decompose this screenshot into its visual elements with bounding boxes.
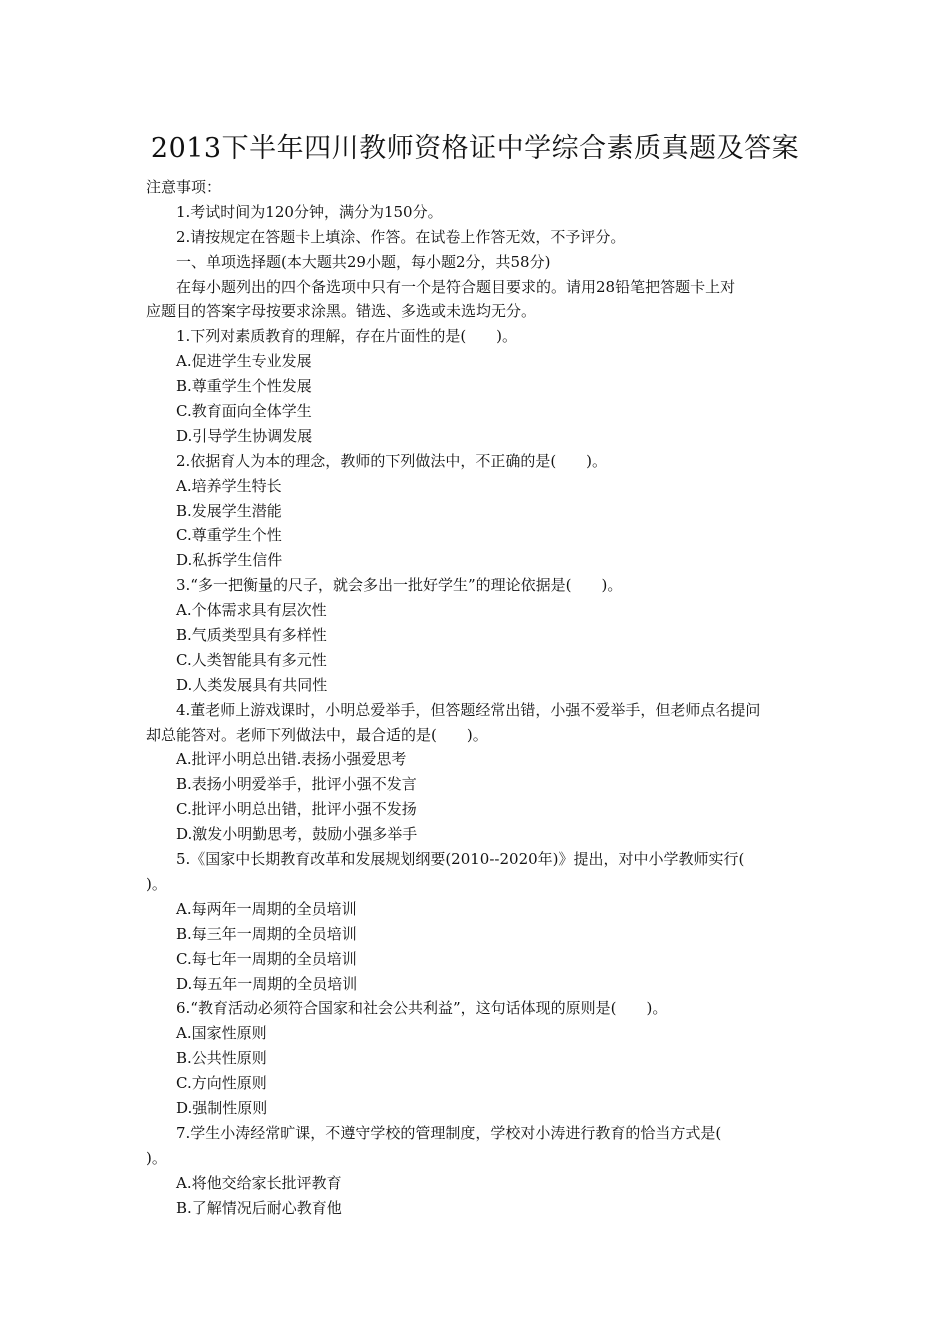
question-stem: 2.依据育人为本的理念，教师的下列做法中，不正确的是( )。 [176,451,608,470]
answer-option: B.每三年一周期的全员培训 [176,924,357,943]
answer-option: C.每七年一周期的全员培训 [176,949,357,968]
answer-option: C.方向性原则 [176,1074,267,1093]
question-3 [146,573,810,697]
question-4 [146,698,810,847]
answer-option: A.每两年一周期的全员培训 [176,899,357,918]
answer-option: A.将他交给家长批评教育 [176,1173,342,1192]
answer-option: A.国家性原则 [176,1024,267,1043]
page-title: 2013下半年四川教师资格证中学综合素质真题及答案 [150,133,800,164]
answer-option: C.教育面向全体学生 [176,402,312,421]
answer-option: A.促进学生专业发展 [176,352,312,371]
answer-option: B.气质类型具有多样性 [176,626,327,645]
answer-option: D.人类发展具有共同性 [176,675,328,694]
answer-option: B.发展学生潜能 [176,501,282,520]
question-stem: 5.《国家中长期教育改革和发展规划纲要(2010--2020年)》提出，对中小学教师实行( [176,850,745,869]
question-6 [146,996,810,1120]
question-stem: 7.学生小涛经常旷课，不遵守学校的管理制度，学校对小涛进行教育的恰当方式是( [176,1123,722,1142]
question-7 [146,1121,810,1221]
question-1 [146,324,810,448]
instructions-line: 应题目的答案字母按要求涂黑。错选、多选或未选均无分。 [146,302,537,321]
answer-option: B.了解情况后耐心教育他 [176,1198,342,1217]
instructions-line: 在每小题列出的四个备选项中只有一个是符合题目要求的。请用28铅笔把答题卡上对 [176,277,736,296]
notice-item: 2.请按规定在答题卡上填涂、作答。在试卷上作答无效，不予评分。 [176,227,626,246]
document-body [146,175,810,1220]
question-5 [146,847,810,996]
question-stem-continued: )。 [146,1148,167,1167]
answer-option: D.私拆学生信件 [176,551,283,570]
answer-option: B.尊重学生个性发展 [176,377,312,396]
question-stem: 6.“教育活动必须符合国家和社会公共利益”，这句话体现的原则是( )。 [176,999,668,1018]
answer-option: D.激发小明勤思考，鼓励小强多举手 [176,825,418,844]
answer-option: A.批评小明总出错.表扬小强爱思考 [176,750,407,769]
question-2 [146,449,810,573]
answer-option: C.尊重学生个性 [176,526,282,545]
answer-option: D.引导学生协调发展 [176,426,313,445]
answer-option: C.人类智能具有多元性 [176,650,327,669]
notice-item: 1.考试时间为120分钟，满分为150分。 [176,202,443,221]
answer-option: D.强制性原则 [176,1098,268,1117]
answer-option: B.表扬小明爱举手，批评小强不发言 [176,775,417,794]
question-stem-continued: )。 [146,874,167,893]
question-stem: 1.下列对素质教育的理解，存在片面性的是( )。 [176,327,518,346]
answer-option: C.批评小明总出错，批评小强不发扬 [176,800,417,819]
question-stem: 3.“多一把衡量的尺子，就会多出一批好学生”的理论依据是( )。 [176,576,623,595]
answer-option: A.个体需求具有层次性 [176,601,327,620]
section-heading: 一、单项选择题(本大题共29小题，每小题2分，共58分) [176,252,551,271]
question-stem-continued: 却总能答对。老师下列做法中，最合适的是( )。 [146,725,488,744]
answer-option: B.公共性原则 [176,1049,267,1068]
notice-heading: 注意事项： [146,178,222,196]
answer-option: D.每五年一周期的全员培训 [176,974,358,993]
question-stem: 4.董老师上游戏课时，小明总爱举手，但答题经常出错，小强不爱举手，但老师点名提问 [176,700,761,719]
answer-option: A.培养学生特长 [176,476,282,495]
